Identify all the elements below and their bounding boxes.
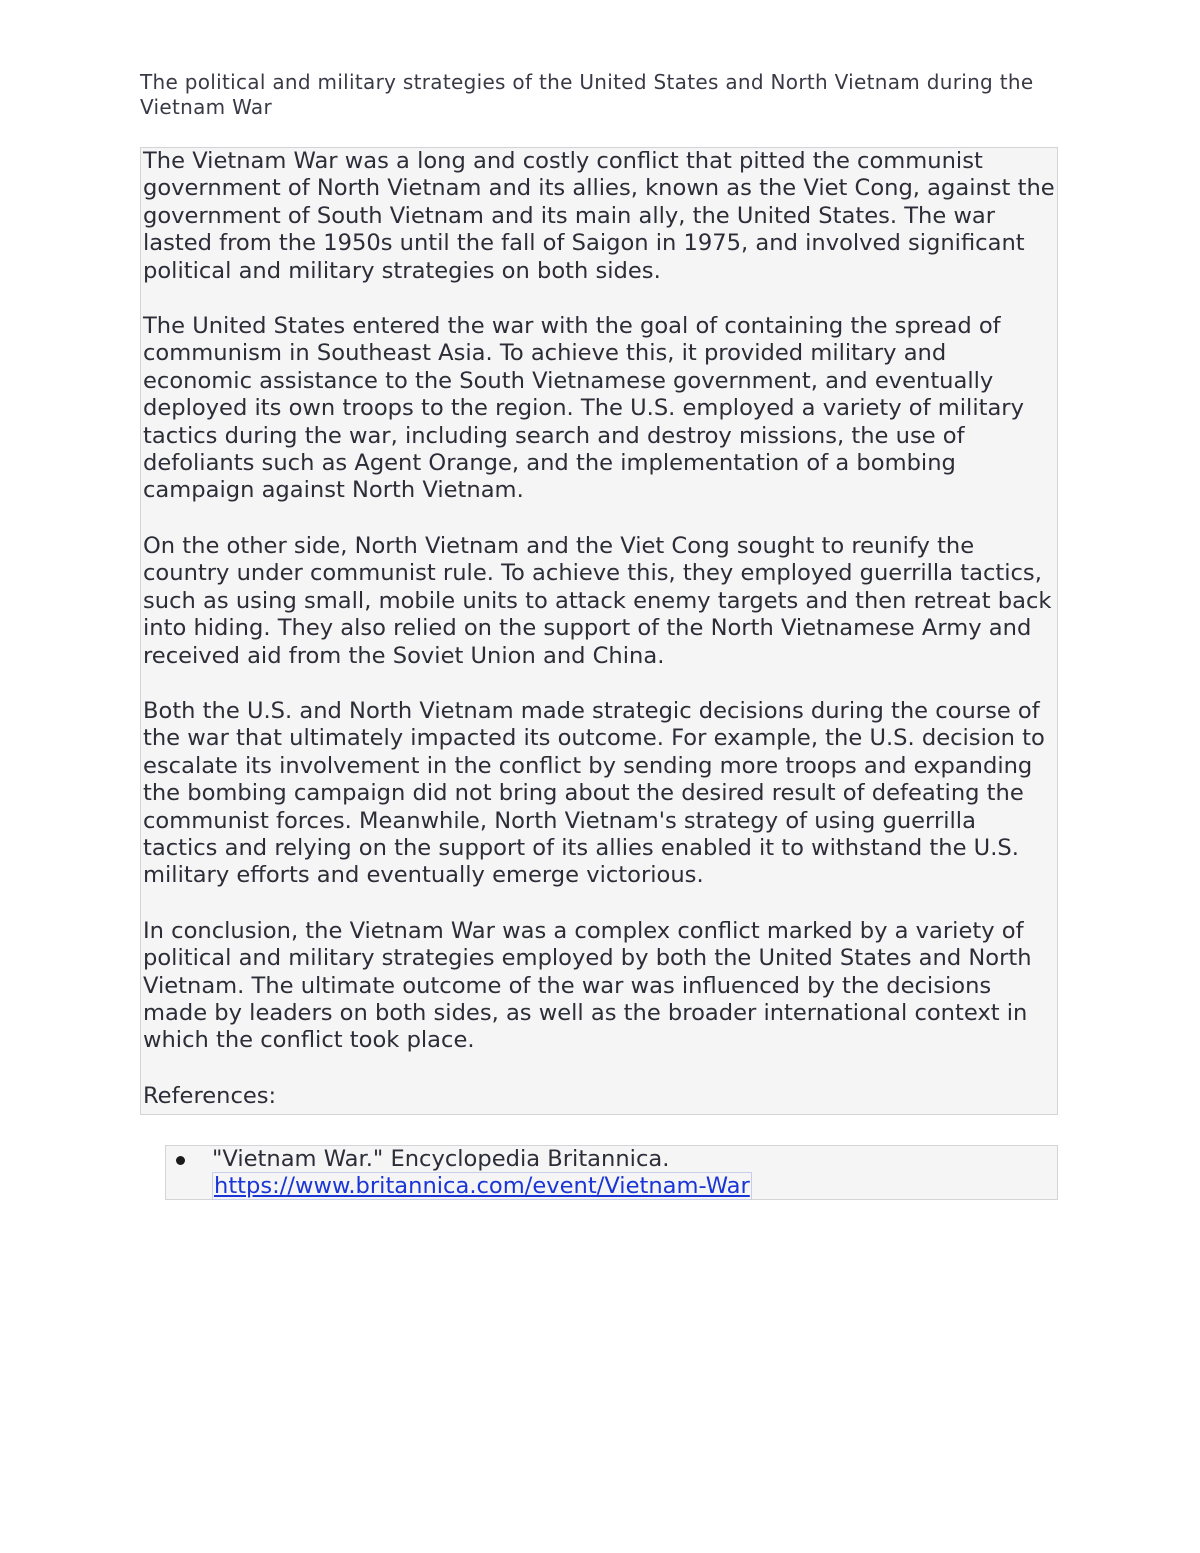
references-box (165, 1145, 1058, 1200)
references-heading: References: (143, 1082, 277, 1109)
paragraph-spacer (143, 1055, 1057, 1083)
paragraph-united-states: The United States entered the war with the goal of containing the spread of communism in Southeast Asia. To achieve this, it provided military and economic assistance to the South Vietnamese government, and eventually deployed its own troops to the region. The U.S. employed a variety of military tactics during the war, including search and destroy missions, the use of defoliants such as Agent Orange, and the implementation of a bombing campaign against North Vietnam. (143, 313, 1024, 504)
paragraph-spacer (143, 285, 1057, 313)
paragraph-spacer (143, 505, 1057, 533)
paragraph-strategic-decisions: Both the U.S. and North Vietnam made strategic decisions during the course of the war that ultimately impacted its outcome. For example, the U.S. decision to escalate its involvement in the conflict by sending more troops and expanding the bombing campaign did not bring about the desired result of defeating the communist forces. Meanwhile, North Vietnam's strategy of using guerrilla tactics and relying on the support of its allies enabled it to withstand the U.S. military efforts and eventually emerge victorious. (143, 697, 1045, 889)
paragraph-spacer (143, 670, 1057, 698)
references-list (166, 1146, 1057, 1201)
reference-link[interactable]: https://www.britannica.com/event/Vietnam-War (214, 1173, 750, 1200)
bullet-icon (176, 1156, 185, 1165)
reference-citation: "Vietnam War." Encyclopedia Britannica. (212, 1146, 670, 1172)
paragraph-intro: The Vietnam War was a long and costly conflict that pitted the communist government of North Vietnam and its allies, known as the Viet Cong, against the government of South Vietnam and its main ally, the United States. The war lasted from the 1950s until the fall of Saigon in 1975, and involved significant political and military strategies on both sides. (143, 148, 1055, 284)
paragraph-north-vietnam: On the other side, North Vietnam and the Viet Cong sought to reunify the country under communist rule. To achieve this, they employed guerrilla tactics, such as using small, mobile units to attack enemy targets and then retreat back into hiding. They also relied on the support of the North Vietnamese Army and received aid from the Soviet Union and China. (143, 532, 1052, 669)
answer-content-box (140, 147, 1058, 1115)
paragraph-spacer (143, 890, 1057, 918)
paragraph-conclusion: In conclusion, the Vietnam War was a complex conflict marked by a variety of political and military strategies employed by both the United States and North Vietnam. The ultimate outcome of the war was influenced by the decisions made by leaders on both sides, as well as the broader international context in which the conflict took place. (143, 917, 1032, 1054)
document-title: The political and military strategies of the United States and North Vietnam during the Vietnam War (140, 70, 1034, 119)
list-item (166, 1146, 1057, 1201)
